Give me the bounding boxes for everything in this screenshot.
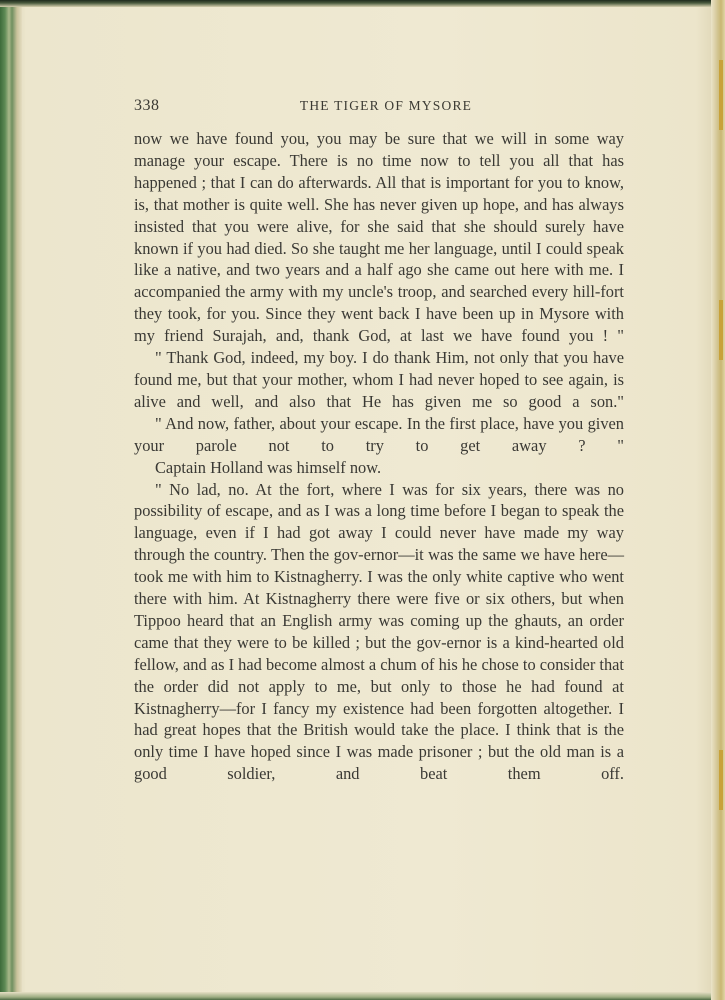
page-right-edge xyxy=(711,0,725,1000)
body-text xyxy=(134,128,624,785)
edge-stain xyxy=(719,750,723,810)
paragraph: " And now, father, about your escape. In the first place, have you given your parole not to try to get away ? " xyxy=(134,413,624,455)
edge-stain xyxy=(719,300,723,360)
page-top-edge xyxy=(0,0,725,7)
paragraph: now we have found you, you may be sure that we will in some way manage your escape. There is no time now to tell you all that has happened ; that I can do afterwards. All that is important for you to know, is, that mother is quite well. She has never given up hope, and has always insisted that you were alive, for she said that she should surely have known if you had died. So she taught me her language, until I could speak like a native, and two years and a half ago she came out here with me. I accompanied the army with my uncle's troop, and searched every hill-fort they took, for you. Since they went back I have been up in Mysore with my friend Surajah, and, thank God, at last we have found you ! " xyxy=(134,129,624,346)
edge-stain xyxy=(719,60,723,130)
page-header xyxy=(134,95,624,117)
page-bottom-edge xyxy=(0,992,725,1000)
page-number: 338 xyxy=(134,97,160,114)
paragraph: " Thank God, indeed, my boy. I do thank Him, not only that you have found me, but that your mother, whom I had never hoped to see again, is alive and well, and also that He has given me so good a son." xyxy=(134,348,624,411)
paragraph: " No lad, no. At the fort, where I was for six years, there was no possibility of escape, and as I was a long time before I began to speak the language, even if I had got away I could never have made my way through the country. Then the gov-ernor—it was the same we have here—took me with him to Kistnagherry. I was the only white captive who went there with him. At Kistnagherry there were five or six others, but when Tippoo heard that an English army was coming up the ghauts, an order came that they were to be killed ; but the gov-ernor is a kind-hearted old fellow, and as I had become almost a chum of his he chose to consider that the order did not apply to me, but only to those he had found at Kistnagherry—for I fancy my existence had been forgotten altogether. I had great hopes that the British would take the place. I think that is the only time I have hoped since I was made prisoner ; but the old man is a good soldier, and beat them off. xyxy=(134,479,624,784)
book-binding-edge xyxy=(0,0,22,1000)
paragraph: Captain Holland was himself now. xyxy=(155,457,382,477)
running-title: THE TIGER OF MYSORE xyxy=(299,98,473,113)
